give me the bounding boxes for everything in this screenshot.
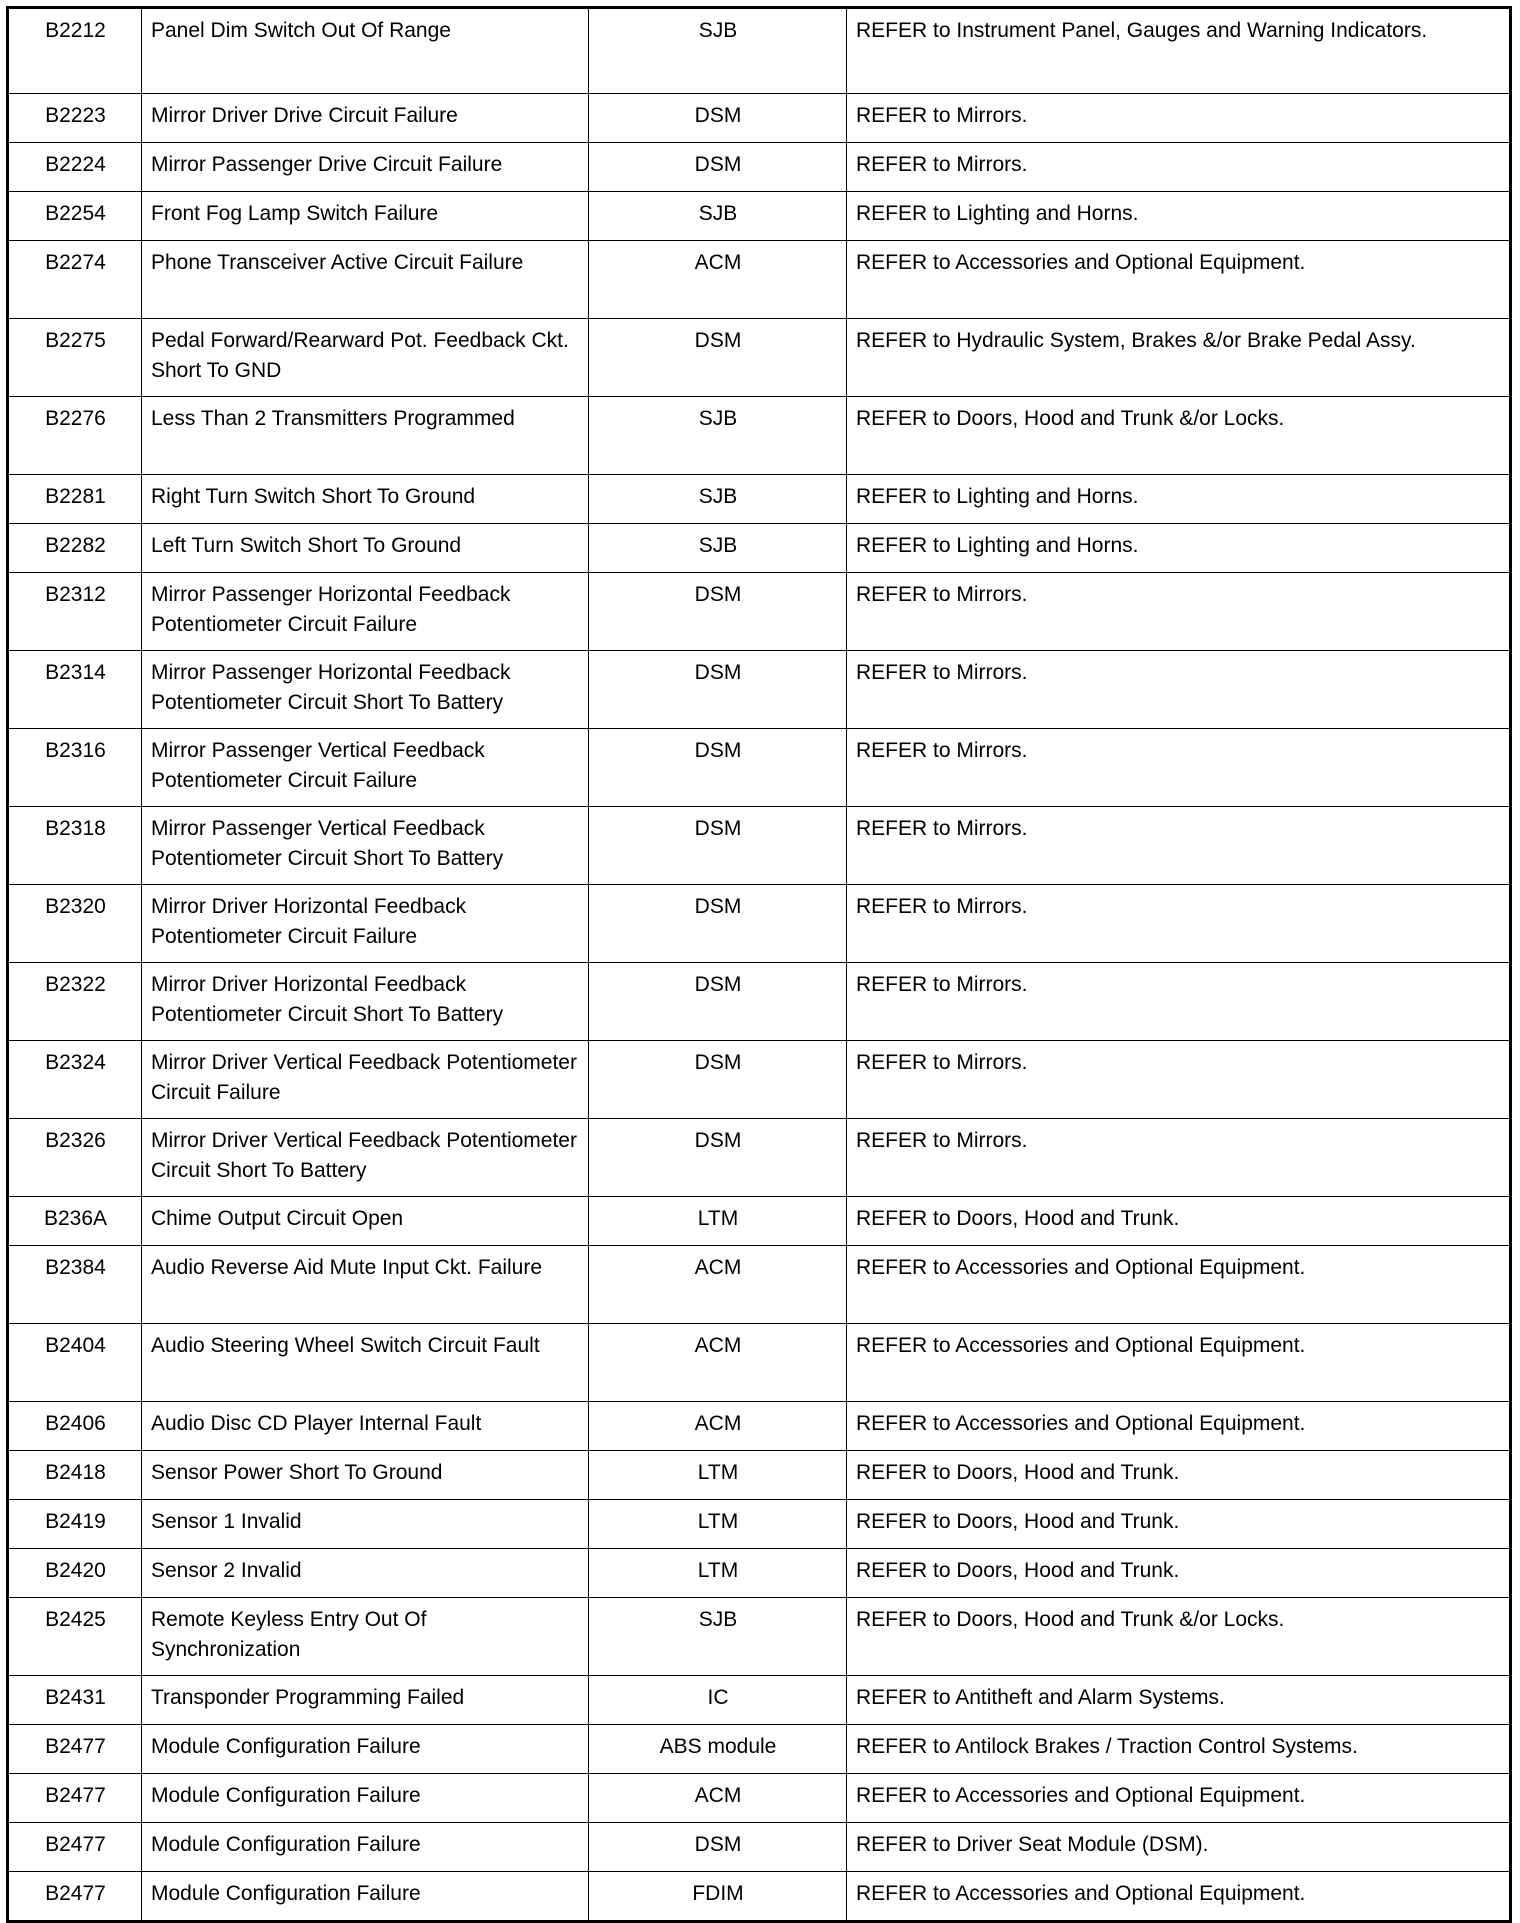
module-name: LTM bbox=[589, 1549, 847, 1598]
module-name: DSM bbox=[589, 573, 847, 651]
table-row bbox=[8, 475, 1511, 524]
dtc-code: B2477 bbox=[8, 1823, 142, 1872]
action-text: REFER to Mirrors. bbox=[847, 94, 1511, 143]
dtc-description: Mirror Passenger Vertical Feedback Potentiometer Circuit Failure bbox=[142, 729, 589, 807]
dtc-description: Audio Reverse Aid Mute Input Ckt. Failure bbox=[142, 1246, 589, 1324]
module-name: DSM bbox=[589, 807, 847, 885]
table-row bbox=[8, 1246, 1511, 1324]
module-name: SJB bbox=[589, 8, 847, 94]
table-row bbox=[8, 651, 1511, 729]
module-name: LTM bbox=[589, 1197, 847, 1246]
action-text: REFER to Lighting and Horns. bbox=[847, 475, 1511, 524]
action-text: REFER to Accessories and Optional Equipment. bbox=[847, 1774, 1511, 1823]
module-name: ACM bbox=[589, 1324, 847, 1402]
table-row bbox=[8, 192, 1511, 241]
dtc-code: B2224 bbox=[8, 143, 142, 192]
dtc-description: Pedal Forward/Rearward Pot. Feedback Ckt. Short To GND bbox=[142, 319, 589, 397]
module-name: LTM bbox=[589, 1451, 847, 1500]
dtc-code: B2418 bbox=[8, 1451, 142, 1500]
module-name: DSM bbox=[589, 1823, 847, 1872]
table-row bbox=[8, 807, 1511, 885]
module-name: ACM bbox=[589, 1402, 847, 1451]
dtc-table-body bbox=[8, 8, 1511, 1922]
dtc-description: Module Configuration Failure bbox=[142, 1725, 589, 1774]
action-text: REFER to Accessories and Optional Equipment. bbox=[847, 241, 1511, 319]
module-name: ACM bbox=[589, 1246, 847, 1324]
dtc-description: Mirror Driver Vertical Feedback Potentiometer Circuit Short To Battery bbox=[142, 1119, 589, 1197]
action-text: REFER to Accessories and Optional Equipment. bbox=[847, 1402, 1511, 1451]
table-row bbox=[8, 241, 1511, 319]
table-row bbox=[8, 1041, 1511, 1119]
dtc-code: B2404 bbox=[8, 1324, 142, 1402]
table-row bbox=[8, 1549, 1511, 1598]
dtc-code: B2275 bbox=[8, 319, 142, 397]
action-text: REFER to Doors, Hood and Trunk. bbox=[847, 1451, 1511, 1500]
action-text: REFER to Accessories and Optional Equipment. bbox=[847, 1872, 1511, 1922]
dtc-description: Mirror Passenger Horizontal Feedback Potentiometer Circuit Failure bbox=[142, 573, 589, 651]
dtc-code: B2276 bbox=[8, 397, 142, 475]
module-name: SJB bbox=[589, 524, 847, 573]
module-name: DSM bbox=[589, 963, 847, 1041]
table-row bbox=[8, 573, 1511, 651]
dtc-description: Audio Disc CD Player Internal Fault bbox=[142, 1402, 589, 1451]
dtc-code: B2254 bbox=[8, 192, 142, 241]
table-row bbox=[8, 1676, 1511, 1725]
dtc-description: Front Fog Lamp Switch Failure bbox=[142, 192, 589, 241]
dtc-description: Module Configuration Failure bbox=[142, 1872, 589, 1922]
action-text: REFER to Mirrors. bbox=[847, 1119, 1511, 1197]
dtc-description: Transponder Programming Failed bbox=[142, 1676, 589, 1725]
action-text: REFER to Lighting and Horns. bbox=[847, 192, 1511, 241]
module-name: SJB bbox=[589, 475, 847, 524]
action-text: REFER to Mirrors. bbox=[847, 963, 1511, 1041]
dtc-description: Less Than 2 Transmitters Programmed bbox=[142, 397, 589, 475]
table-row bbox=[8, 1500, 1511, 1549]
dtc-description: Chime Output Circuit Open bbox=[142, 1197, 589, 1246]
table-row bbox=[8, 1774, 1511, 1823]
module-name: SJB bbox=[589, 397, 847, 475]
action-text: REFER to Mirrors. bbox=[847, 807, 1511, 885]
module-name: DSM bbox=[589, 1041, 847, 1119]
dtc-description: Module Configuration Failure bbox=[142, 1823, 589, 1872]
dtc-code: B2324 bbox=[8, 1041, 142, 1119]
table-row bbox=[8, 1324, 1511, 1402]
action-text: REFER to Lighting and Horns. bbox=[847, 524, 1511, 573]
dtc-code: B2312 bbox=[8, 573, 142, 651]
action-text: REFER to Antitheft and Alarm Systems. bbox=[847, 1676, 1511, 1725]
action-text: REFER to Instrument Panel, Gauges and Warning Indicators. bbox=[847, 8, 1511, 94]
module-name: DSM bbox=[589, 1119, 847, 1197]
dtc-description: Left Turn Switch Short To Ground bbox=[142, 524, 589, 573]
dtc-code: B2431 bbox=[8, 1676, 142, 1725]
table-row bbox=[8, 1197, 1511, 1246]
table-row bbox=[8, 1119, 1511, 1197]
dtc-description: Audio Steering Wheel Switch Circuit Fault bbox=[142, 1324, 589, 1402]
dtc-description: Sensor 1 Invalid bbox=[142, 1500, 589, 1549]
module-name: SJB bbox=[589, 1598, 847, 1676]
module-name: ABS module bbox=[589, 1725, 847, 1774]
table-row bbox=[8, 8, 1511, 94]
dtc-code: B2322 bbox=[8, 963, 142, 1041]
dtc-description: Mirror Driver Horizontal Feedback Potentiometer Circuit Failure bbox=[142, 885, 589, 963]
action-text: REFER to Accessories and Optional Equipment. bbox=[847, 1324, 1511, 1402]
dtc-description: Mirror Passenger Drive Circuit Failure bbox=[142, 143, 589, 192]
dtc-code: B236A bbox=[8, 1197, 142, 1246]
dtc-description: Mirror Driver Vertical Feedback Potentiometer Circuit Failure bbox=[142, 1041, 589, 1119]
dtc-description: Remote Keyless Entry Out Of Synchronization bbox=[142, 1598, 589, 1676]
module-name: DSM bbox=[589, 143, 847, 192]
action-text: REFER to Antilock Brakes / Traction Control Systems. bbox=[847, 1725, 1511, 1774]
dtc-description: Panel Dim Switch Out Of Range bbox=[142, 8, 589, 94]
dtc-code: B2281 bbox=[8, 475, 142, 524]
dtc-code: B2477 bbox=[8, 1774, 142, 1823]
dtc-description: Mirror Driver Horizontal Feedback Potentiometer Circuit Short To Battery bbox=[142, 963, 589, 1041]
dtc-description: Mirror Passenger Horizontal Feedback Potentiometer Circuit Short To Battery bbox=[142, 651, 589, 729]
dtc-description: Mirror Driver Drive Circuit Failure bbox=[142, 94, 589, 143]
dtc-code: B2477 bbox=[8, 1872, 142, 1922]
table-row bbox=[8, 885, 1511, 963]
table-row bbox=[8, 397, 1511, 475]
module-name: DSM bbox=[589, 94, 847, 143]
action-text: REFER to Doors, Hood and Trunk. bbox=[847, 1500, 1511, 1549]
dtc-description: Right Turn Switch Short To Ground bbox=[142, 475, 589, 524]
dtc-code: B2419 bbox=[8, 1500, 142, 1549]
dtc-description: Sensor 2 Invalid bbox=[142, 1549, 589, 1598]
table-row bbox=[8, 963, 1511, 1041]
dtc-code: B2326 bbox=[8, 1119, 142, 1197]
dtc-description: Phone Transceiver Active Circuit Failure bbox=[142, 241, 589, 319]
table-row bbox=[8, 1402, 1511, 1451]
action-text: REFER to Hydraulic System, Brakes &/or Brake Pedal Assy. bbox=[847, 319, 1511, 397]
dtc-code: B2223 bbox=[8, 94, 142, 143]
action-text: REFER to Doors, Hood and Trunk &/or Locks. bbox=[847, 1598, 1511, 1676]
table-row bbox=[8, 729, 1511, 807]
dtc-code: B2274 bbox=[8, 241, 142, 319]
table-row bbox=[8, 1451, 1511, 1500]
table-row bbox=[8, 319, 1511, 397]
dtc-code: B2282 bbox=[8, 524, 142, 573]
module-name: IC bbox=[589, 1676, 847, 1725]
table-row bbox=[8, 94, 1511, 143]
module-name: SJB bbox=[589, 192, 847, 241]
module-name: LTM bbox=[589, 1500, 847, 1549]
dtc-code: B2314 bbox=[8, 651, 142, 729]
table-row bbox=[8, 1872, 1511, 1922]
module-name: FDIM bbox=[589, 1872, 847, 1922]
dtc-code: B2320 bbox=[8, 885, 142, 963]
dtc-code: B2212 bbox=[8, 8, 142, 94]
dtc-code: B2406 bbox=[8, 1402, 142, 1451]
dtc-code: B2425 bbox=[8, 1598, 142, 1676]
action-text: REFER to Mirrors. bbox=[847, 1041, 1511, 1119]
action-text: REFER to Accessories and Optional Equipment. bbox=[847, 1246, 1511, 1324]
action-text: REFER to Doors, Hood and Trunk. bbox=[847, 1197, 1511, 1246]
module-name: DSM bbox=[589, 729, 847, 807]
dtc-description: Module Configuration Failure bbox=[142, 1774, 589, 1823]
dtc-description: Sensor Power Short To Ground bbox=[142, 1451, 589, 1500]
action-text: REFER to Mirrors. bbox=[847, 885, 1511, 963]
dtc-code: B2318 bbox=[8, 807, 142, 885]
module-name: DSM bbox=[589, 319, 847, 397]
action-text: REFER to Mirrors. bbox=[847, 729, 1511, 807]
dtc-code: B2384 bbox=[8, 1246, 142, 1324]
module-name: ACM bbox=[589, 1774, 847, 1823]
action-text: REFER to Mirrors. bbox=[847, 573, 1511, 651]
dtc-code: B2477 bbox=[8, 1725, 142, 1774]
table-row bbox=[8, 524, 1511, 573]
dtc-table bbox=[6, 6, 1512, 1923]
table-row bbox=[8, 143, 1511, 192]
action-text: REFER to Doors, Hood and Trunk &/or Locks. bbox=[847, 397, 1511, 475]
module-name: DSM bbox=[589, 885, 847, 963]
table-row bbox=[8, 1823, 1511, 1872]
table-row bbox=[8, 1598, 1511, 1676]
module-name: ACM bbox=[589, 241, 847, 319]
module-name: DSM bbox=[589, 651, 847, 729]
action-text: REFER to Mirrors. bbox=[847, 651, 1511, 729]
dtc-code: B2420 bbox=[8, 1549, 142, 1598]
action-text: REFER to Driver Seat Module (DSM). bbox=[847, 1823, 1511, 1872]
dtc-code: B2316 bbox=[8, 729, 142, 807]
dtc-description: Mirror Passenger Vertical Feedback Potentiometer Circuit Short To Battery bbox=[142, 807, 589, 885]
action-text: REFER to Mirrors. bbox=[847, 143, 1511, 192]
action-text: REFER to Doors, Hood and Trunk. bbox=[847, 1549, 1511, 1598]
table-row bbox=[8, 1725, 1511, 1774]
